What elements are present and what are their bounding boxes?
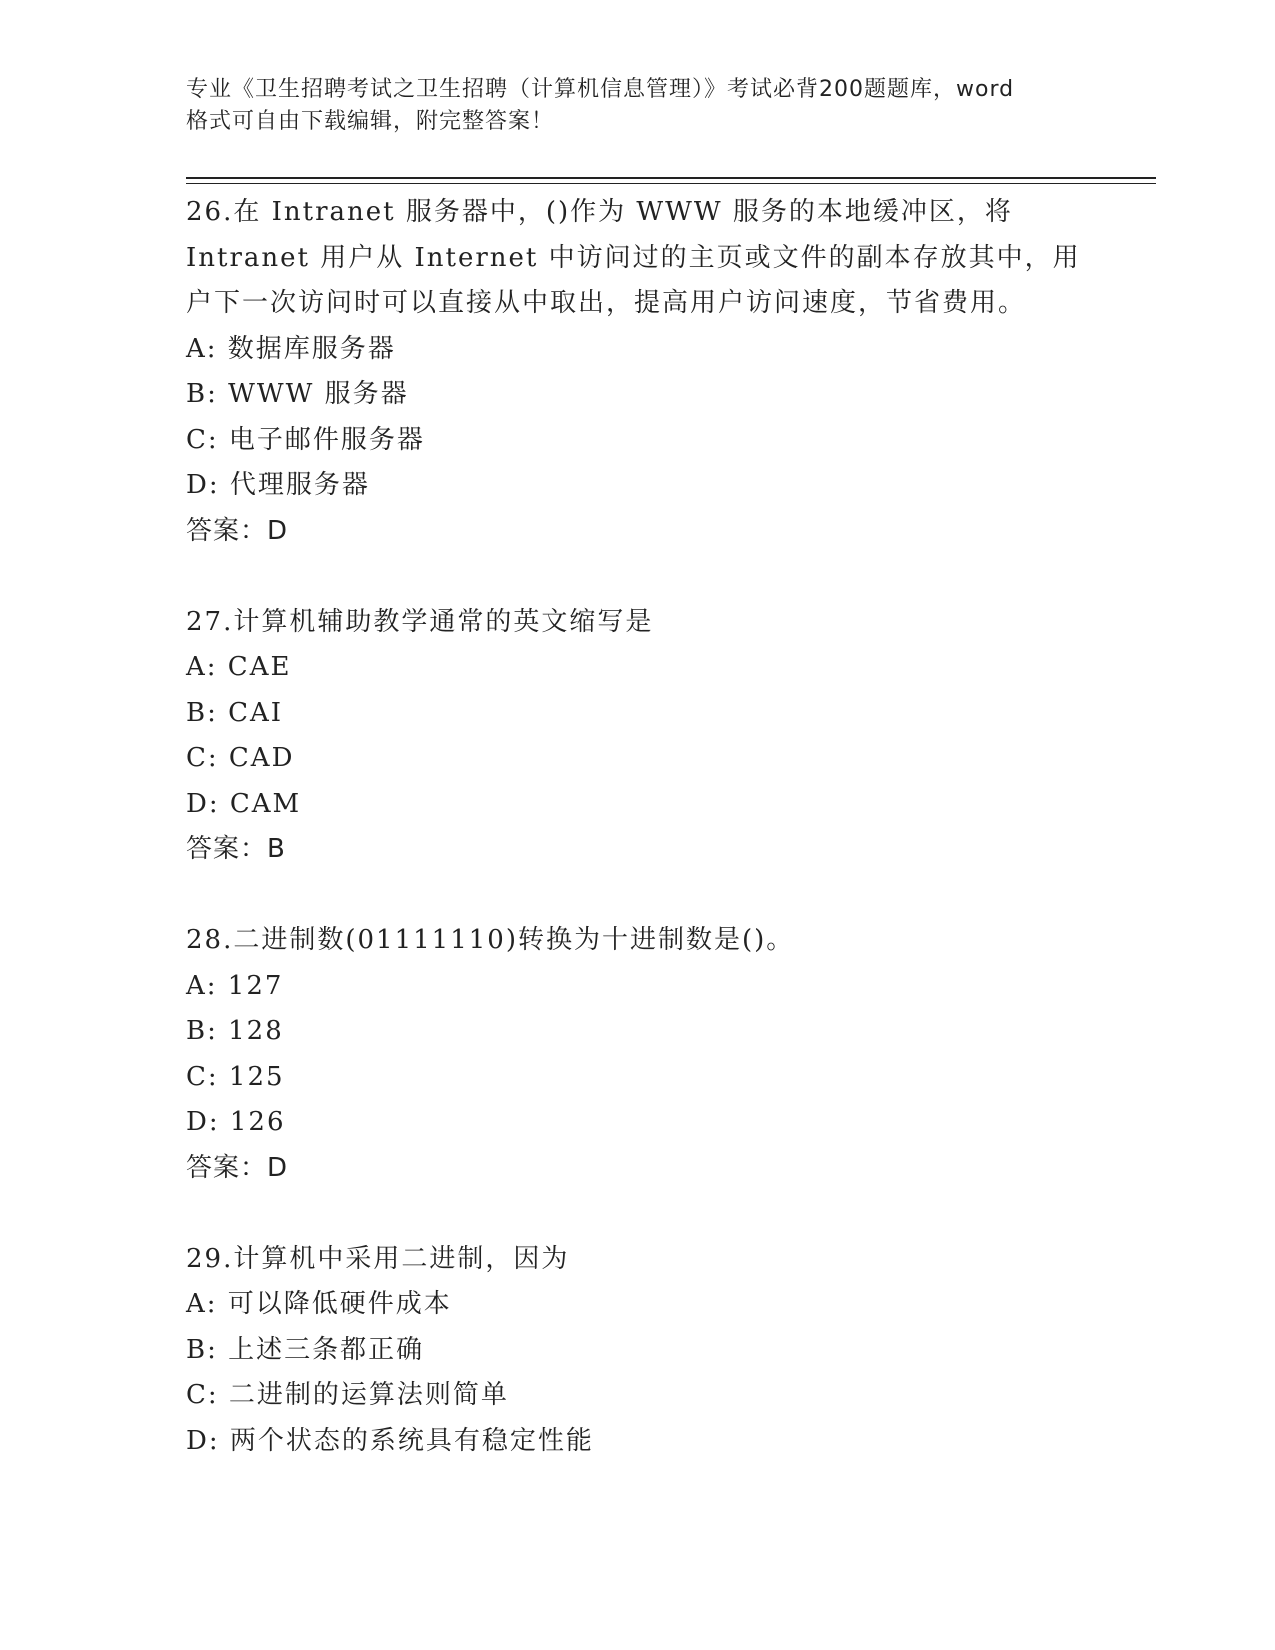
option-c: C: 125 (186, 1061, 285, 1092)
option-d: D: 代理服务器 (186, 470, 370, 500)
option-a: A: 数据库服务器 (186, 333, 396, 364)
question-stem-line: 27.计算机辅助教学通常的英文缩写是 (186, 606, 654, 637)
question-29 (186, 1237, 1086, 1465)
option-c: C: CAD (186, 743, 295, 773)
question-stem-line: 户下一次访问时可以直接从中取出，提高用户访问速度，节省费用。 (186, 288, 1027, 318)
option-c: C: 电子邮件服务器 (186, 424, 425, 455)
option-d: D: CAM (186, 788, 302, 819)
answer-label: 答案：D (186, 1152, 289, 1183)
spacer (186, 1191, 1086, 1237)
option-b: B: CAI (186, 697, 284, 728)
option-b: B: WWW 服务器 (186, 379, 409, 409)
header-divider-thin (186, 183, 1156, 184)
spacer (186, 873, 1086, 919)
question-list (186, 190, 1086, 1464)
question-stem-line: 26.在 Intranet 服务器中，()作为 WWW 服务的本地缓冲区，将 (186, 197, 1013, 227)
document-header (186, 74, 1116, 138)
option-b: B: 128 (186, 1016, 284, 1046)
question-26 (186, 190, 1086, 554)
option-a: A: 127 (186, 970, 284, 1001)
question-27 (186, 600, 1086, 873)
header-line-1: 专业《卫生招聘考试之卫生招聘（计算机信息管理）》考试必背200题题库，word (186, 77, 1015, 102)
question-stem-line: 29.计算机中采用二进制，因为 (186, 1243, 570, 1274)
answer-label: 答案：D (186, 515, 289, 546)
answer-label: 答案：B (186, 834, 286, 864)
option-a: A: CAE (186, 652, 292, 682)
question-stem-line: 28.二进制数(01111110)转换为十进制数是()。 (186, 925, 795, 955)
option-b: B: 上述三条都正确 (186, 1334, 425, 1365)
question-stem-line: Intranet 用户从 Internet 中访问过的主页或文件的副本存放其中，用 (186, 242, 1081, 273)
option-d: D: 两个状态的系统具有稳定性能 (186, 1425, 594, 1456)
header-line-2: 格式可自由下载编辑，附完整答案！ (186, 109, 555, 134)
question-28 (186, 918, 1086, 1191)
header-divider-thick (186, 177, 1156, 179)
spacer (186, 554, 1086, 600)
option-c: C: 二进制的运算法则简单 (186, 1380, 509, 1410)
option-a: A: 可以降低硬件成本 (186, 1289, 452, 1319)
option-d: D: 126 (186, 1107, 286, 1137)
